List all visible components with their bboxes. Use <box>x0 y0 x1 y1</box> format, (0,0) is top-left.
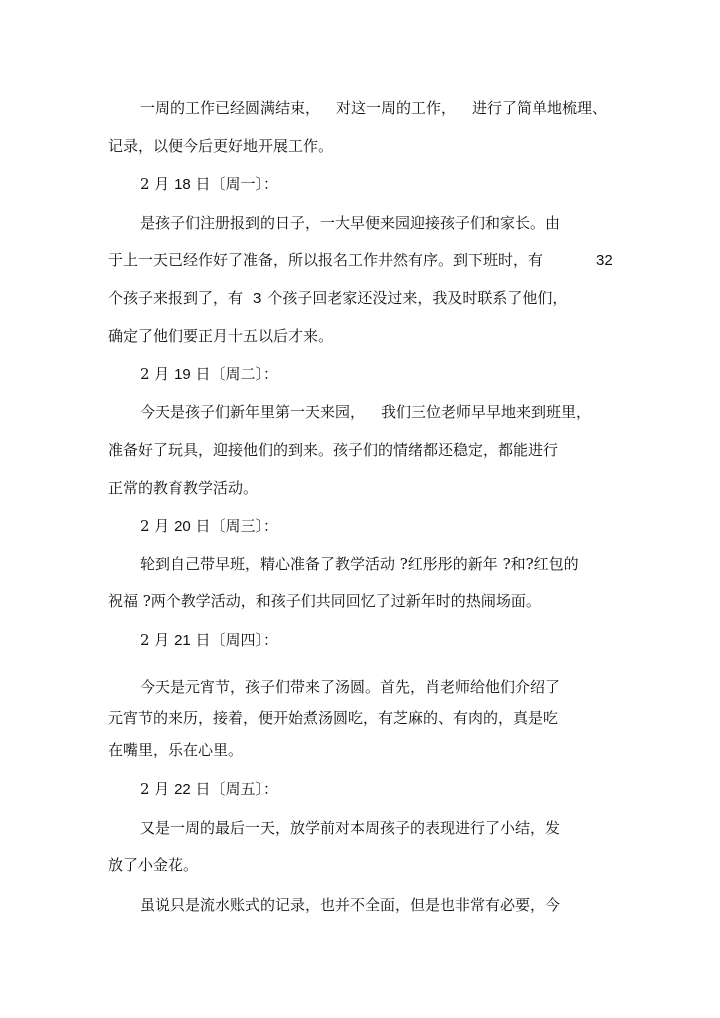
intro-line-1 <box>140 98 607 120</box>
day-number: 18 <box>174 176 191 193</box>
date-heading: 2 月 18 日〔周一〕： <box>140 175 279 193</box>
count-number: 3 <box>253 290 262 307</box>
entry-line: 今天是元宵节，孩子们带来了汤圆。首先，肖老师给他们介绍了 <box>140 678 561 696</box>
entry-line: 今天是孩子们新年里第一天来园， 我们三位老师早早地来到班里， <box>140 403 592 421</box>
entry-line: 轮到自己带早班，精心准备了教学活动 ?红彤彤的新年 ?和?红包的 <box>140 555 579 573</box>
date-heading: 2 月 22 日〔周五〕： <box>140 780 279 798</box>
entry-line: 确定了他们要正月十五以后才来。 <box>108 327 334 345</box>
closing-line: 虽说只是流水账式的记录，也并不全面，但是也非常有必要，今 <box>140 896 561 914</box>
day-number: 19 <box>174 366 191 383</box>
day-number: 20 <box>174 518 191 535</box>
entry-line: 于上一天已经作好了准备，所以报名工作井然有序。到下班时，有 <box>108 251 544 269</box>
intro-line-2: 记录，以便今后更好地开展工作。 <box>108 137 334 155</box>
date-heading: 2 月 21 日〔周四〕： <box>140 631 279 649</box>
entry-line: 个孩子来报到了，有 3 个孩子回老家还没过来，我及时联系了他们， <box>108 289 568 307</box>
entry-line: 元宵节的来历，接着，便开始煮汤圆吃，有芝麻的、有肉的，真是吃 <box>108 709 559 727</box>
entry-line: 放了小金花。 <box>108 856 199 874</box>
date-heading: 2 月 20 日〔周三〕： <box>140 517 279 535</box>
date-heading: 2 月 19 日〔周二〕： <box>140 365 279 383</box>
count-number: 32 <box>596 252 613 269</box>
entry-line: 正常的教育教学活动。 <box>108 479 259 497</box>
intro-text: 一周的工作已经圆满结束， <box>140 99 321 117</box>
entry-line: 是孩子们注册报到的日子，一大早便来园迎接孩子们和家长。由 <box>140 214 561 232</box>
entry-line: 又是一周的最后一天，放学前对本周孩子的表现进行了小结，发 <box>140 819 561 837</box>
entry-line: 在嘴里，乐在心里。 <box>108 741 244 759</box>
entry-line: 准备好了玩具，迎接他们的到来。孩子们的情绪都还稳定，都能进行 <box>108 441 559 459</box>
day-number: 22 <box>174 781 191 798</box>
entry-line: 祝福 ?两个教学活动，和孩子们共同回忆了过新年时的热闹场面。 <box>108 592 541 610</box>
intro-text: 对这一周的工作， <box>336 99 457 117</box>
day-number: 21 <box>174 632 191 649</box>
intro-text: 进行了简单地梳理、 <box>472 99 608 117</box>
